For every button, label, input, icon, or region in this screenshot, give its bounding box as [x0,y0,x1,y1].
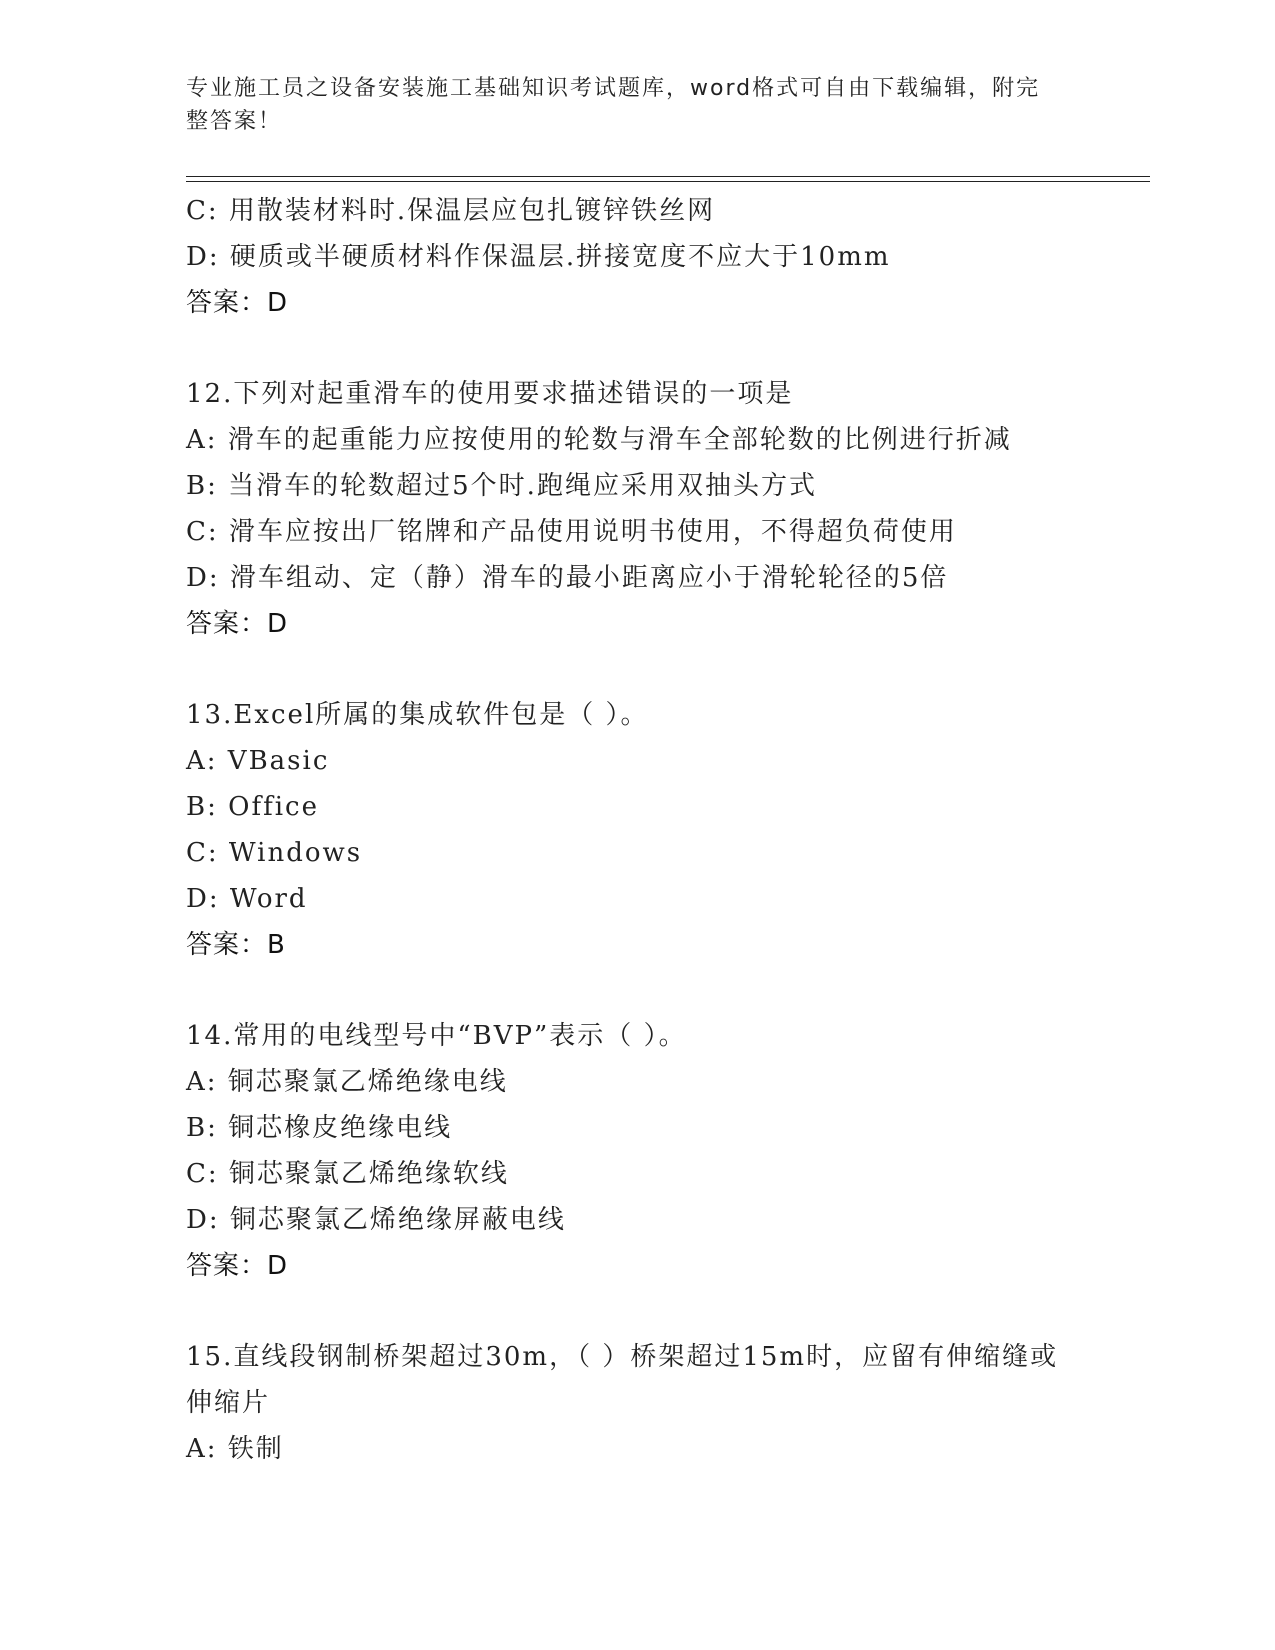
question-14 [186,1013,1086,1289]
answer: 答案：B [186,930,286,960]
option-a: A: 滑车的起重能力应按使用的轮数与滑车全部轮数的比例进行折减 [186,425,1012,455]
option-d: D: 滑车组动、定（静）滑车的最小距离应小于滑轮轮径的5倍 [186,563,949,593]
question-11-continued [186,188,1086,326]
option-a: A: VBasic [186,746,330,776]
spacer [186,647,1086,692]
option-a: A: 铜芯聚氯乙烯绝缘电线 [186,1067,508,1097]
option-b: B: Office [186,792,319,822]
header-line-2: 整答案！ [186,109,283,134]
option-b: B: 当滑车的轮数超过5个时.跑绳应采用双抽头方式 [186,471,817,501]
option-c: C: Windows [186,838,363,868]
option-c: C: 用散装材料时.保温层应包扎镀锌铁丝网 [186,196,716,226]
answer: 答案：D [186,1251,289,1281]
spacer [186,1289,1086,1334]
option-d: D: 铜芯聚氯乙烯绝缘屏蔽电线 [186,1205,566,1235]
question-stem-line-2: 伸缩片 [186,1388,271,1418]
document-header [186,72,1066,138]
question-list [186,188,1086,1472]
answer: 答案：D [186,288,289,318]
header-line-1: 专业施工员之设备安装施工基础知识考试题库，word格式可自由下载编辑，附完 [186,76,1041,101]
question-stem-line-1: 15.直线段钢制桥架超过30m，（ ）桥架超过15m时，应留有伸缩缝或 [186,1342,1059,1372]
option-a: A: 铁制 [186,1434,284,1464]
question-15 [186,1334,1086,1472]
question-stem: 12.下列对起重滑车的使用要求描述错误的一项是 [186,379,794,409]
question-stem: 14.常用的电线型号中“BVP”表示（ ）。 [186,1021,687,1051]
option-c: C: 滑车应按出厂铭牌和产品使用说明书使用，不得超负荷使用 [186,517,957,547]
spacer [186,326,1086,371]
question-stem: 13.Excel所属的集成软件包是（ ）。 [186,700,649,730]
header-divider-thick [186,176,1150,177]
option-c: C: 铜芯聚氯乙烯绝缘软线 [186,1159,509,1189]
answer: 答案：D [186,609,289,639]
option-d: D: Word [186,884,308,914]
option-b: B: 铜芯橡皮绝缘电线 [186,1113,453,1143]
header-divider-thin [186,181,1150,182]
option-d: D: 硬质或半硬质材料作保温层.拼接宽度不应大于10mm [186,242,891,272]
spacer [186,968,1086,1013]
question-13 [186,692,1086,968]
question-12 [186,371,1086,647]
